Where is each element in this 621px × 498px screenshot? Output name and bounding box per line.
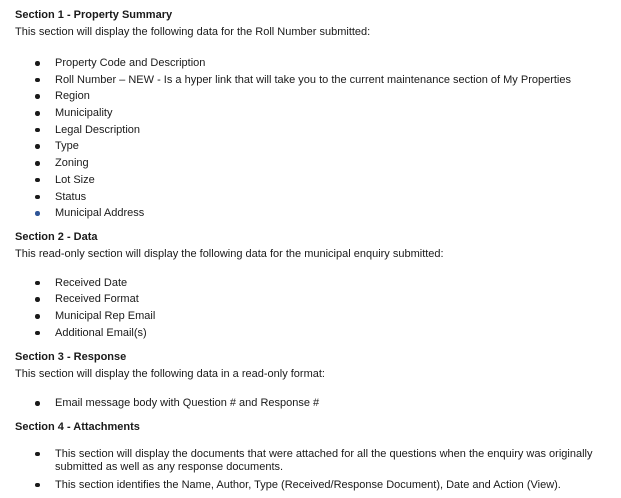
bullet-icon (35, 314, 40, 319)
list-item-text: This section identifies the Name, Author, Type (Received/Response Document), Date and Action (View). (55, 478, 561, 491)
list-item (15, 397, 615, 411)
bullet-icon (35, 61, 40, 66)
bullet-icon (35, 94, 40, 99)
bullet-icon (35, 483, 40, 488)
list-item (15, 74, 615, 88)
bullet-icon (35, 178, 40, 183)
list-item-text: Municipality (55, 107, 113, 120)
document (15, 8, 615, 496)
list-item (15, 174, 615, 188)
list-item (15, 90, 615, 104)
list-item (15, 140, 615, 154)
list-item (15, 207, 615, 221)
section-description: This section will display the following data in a read-only format: (15, 368, 325, 381)
list-item (15, 191, 615, 205)
section-heading: Section 2 - Data (15, 230, 98, 243)
list-item-text: Zoning (55, 157, 89, 170)
bullet-icon (35, 452, 40, 457)
list-item (15, 107, 615, 121)
section-heading: Section 3 - Response (15, 351, 127, 364)
section-heading: Section 1 - Property Summary (15, 9, 173, 21)
list-item (15, 277, 615, 291)
bullet-icon (35, 128, 40, 133)
bullet-icon (35, 297, 40, 302)
list-item-text: Region (55, 90, 90, 103)
list-item-text: Type (55, 140, 79, 153)
bullet-list (15, 277, 615, 341)
bullet-icon (35, 211, 40, 216)
section-attachments (15, 420, 615, 493)
section-description: This section will display the following data for the Roll Number submitted: (15, 26, 371, 38)
list-item (15, 479, 615, 493)
list-item (15, 327, 615, 341)
bullet-list (15, 57, 615, 221)
section-heading: Section 4 - Attachments (15, 420, 140, 433)
list-item (15, 124, 615, 138)
list-item-text: Received Format (55, 293, 139, 306)
list-item-text: Email message body with Question # and Response # (55, 397, 320, 410)
list-item (15, 57, 615, 71)
list-item-text: Lot Size (55, 173, 95, 186)
list-item-text: Status (55, 190, 87, 203)
list-item-text: Municipal Address (55, 207, 145, 220)
bullet-icon (35, 195, 40, 200)
section-description: This read-only section will display the following data for the municipal enquiry submitted: (15, 247, 444, 260)
list-item-text: Received Date (55, 276, 128, 289)
section-data (15, 230, 615, 341)
list-item-text: This section will display the documents that were attached for all the questions when the enquiry was originally submitted as well as any response documents. (55, 447, 593, 474)
bullet-icon (35, 111, 40, 116)
section-property-summary (15, 8, 615, 221)
bullet-list (15, 448, 615, 493)
list-item (15, 448, 615, 475)
bullet-icon (35, 78, 40, 83)
list-item-text: Roll Number – NEW - Is a hyper link that will take you to the current maintenance section of My Properties (55, 73, 571, 86)
list-item (15, 157, 615, 171)
list-item (15, 310, 615, 324)
bullet-icon (35, 161, 40, 166)
list-item-text: Additional Email(s) (55, 326, 147, 339)
section-response (15, 350, 615, 411)
bullet-icon (35, 331, 40, 336)
bullet-icon (35, 401, 40, 406)
bullet-icon (35, 281, 40, 286)
bullet-icon (35, 144, 40, 149)
list-item-text: Legal Description (55, 123, 140, 136)
list-item (15, 293, 615, 307)
bullet-list (15, 397, 615, 411)
list-item-text: Municipal Rep Email (55, 310, 156, 323)
list-item-text: Property Code and Description (55, 57, 206, 69)
